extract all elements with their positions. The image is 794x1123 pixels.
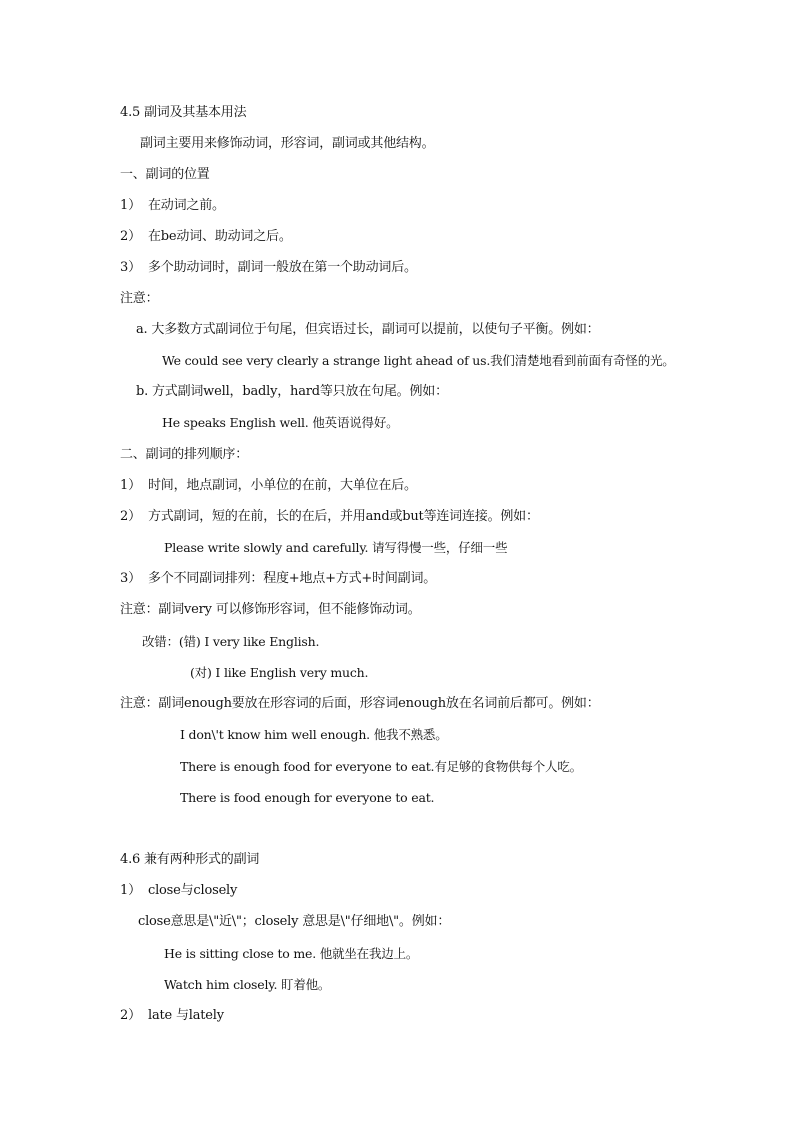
note-very: 注意：副词very 可以修饰形容词，但不能修饰动词。 [120, 602, 421, 617]
note-label: 注意： [120, 291, 159, 306]
list-number: 3） [120, 571, 141, 586]
list-number: 2） [120, 229, 141, 244]
list-text: late 与lately [148, 1008, 224, 1023]
list-number: 1） [120, 198, 141, 213]
list-item [120, 260, 417, 276]
example-sentence: Please write slowly and carefully. 请写得慢一些，仔细一些 [164, 540, 508, 555]
list-item [120, 198, 225, 214]
list-item [120, 478, 417, 494]
list-number: 2） [120, 509, 141, 524]
list-number: 3） [120, 260, 141, 275]
list-text: 多个不同副词排列：程度+地点+方式+时间副词。 [148, 571, 437, 586]
list-text: 在动词之前。 [148, 198, 225, 213]
list-text: close与closely [148, 883, 238, 898]
example-sentence: I don\'t know him well enough. 他我不熟悉。 [180, 727, 448, 742]
list-item [120, 883, 237, 899]
list-text: 在be动词、助动词之后。 [148, 229, 292, 244]
section-title-4-5: 4.5 副词及其基本用法 [120, 105, 247, 120]
example-sentence: We could see very clearly a strange light ahead of us.我们清楚地看到前面有奇怪的光。 [162, 353, 675, 368]
note-item-a: a. 大多数方式副词位于句尾，但宾语过长，副词可以提前，以使句子平衡。例如： [136, 322, 600, 337]
note-enough: 注意：副词enough要放在形容词的后面，形容词enough放在名词前后都可。例如： [120, 696, 600, 711]
correction-wrong: 改错：(错) I very like English. [142, 634, 320, 649]
section-title-4-6: 4.6 兼有两种形式的副词 [120, 852, 260, 867]
example-sentence: There is enough food for everyone to eat.有足够的食物供每个人吃。 [180, 759, 582, 774]
note-item-b: b. 方式副词well，badly，hard等只放在句尾。例如： [136, 384, 448, 399]
heading-adverb-order: 二、副词的排列顺序： [120, 447, 249, 462]
list-item [120, 1008, 224, 1024]
list-number: 1） [120, 883, 141, 898]
list-text: 时间，地点副词，小单位的在前，大单位在后。 [148, 478, 417, 493]
close-closely-description: close意思是\"近\"；closely 意思是\"仔细地\"。例如： [138, 914, 451, 929]
intro-paragraph: 副词主要用来修饰动词，形容词，副词或其他结构。 [140, 136, 435, 151]
list-number: 2） [120, 1008, 141, 1023]
list-item [120, 571, 436, 587]
list-number: 1） [120, 478, 141, 493]
example-sentence: There is food enough for everyone to eat. [180, 790, 435, 805]
list-item [120, 509, 539, 525]
list-text: 多个助动词时，副词一般放在第一个助动词后。 [148, 260, 417, 275]
list-item [120, 229, 292, 245]
list-text: 方式副词，短的在前，长的在后，并用and或but等连词连接。例如： [148, 509, 539, 524]
heading-adverb-position: 一、副词的位置 [120, 167, 210, 182]
example-sentence: He speaks English well. 他英语说得好。 [162, 415, 399, 430]
correction-right: (对) I like English very much. [190, 665, 369, 680]
example-sentence: He is sitting close to me. 他就坐在我边上。 [164, 946, 419, 961]
example-sentence: Watch him closely. 盯着他。 [164, 977, 331, 992]
